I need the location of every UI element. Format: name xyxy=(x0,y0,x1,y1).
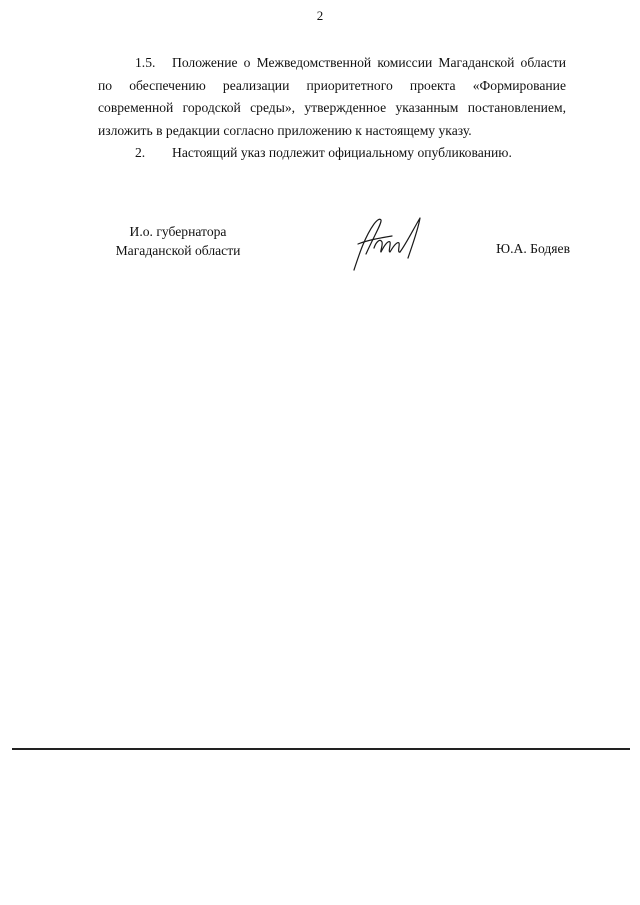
page-number: 2 xyxy=(316,8,324,23)
bottom-divider xyxy=(12,748,630,750)
paragraph-text: Положение о Межведомственной комиссии Магаданской области по обеспечению реализации приоритетного проекта «Формирование современной городской среды», утвержденное указанным постановлением, изложить в редакции согласно приложению к настоящему указу. xyxy=(98,55,566,138)
position-line-2: Магаданской области xyxy=(115,243,241,258)
paragraph-number: 1.5. xyxy=(135,55,156,70)
position-line-1: И.о. губернатора xyxy=(129,224,227,239)
document-body xyxy=(98,52,566,165)
signatory-name: Ю.А. Бодяев xyxy=(496,241,570,256)
paragraph-number: 2. xyxy=(135,145,146,160)
paragraph-1-5 xyxy=(98,52,566,142)
paragraph-2 xyxy=(98,142,566,165)
paragraph-text: Настоящий указ подлежит официальному опубликованию. xyxy=(172,145,512,160)
signatory-position xyxy=(98,222,258,260)
handwritten-signature-icon xyxy=(344,214,434,272)
